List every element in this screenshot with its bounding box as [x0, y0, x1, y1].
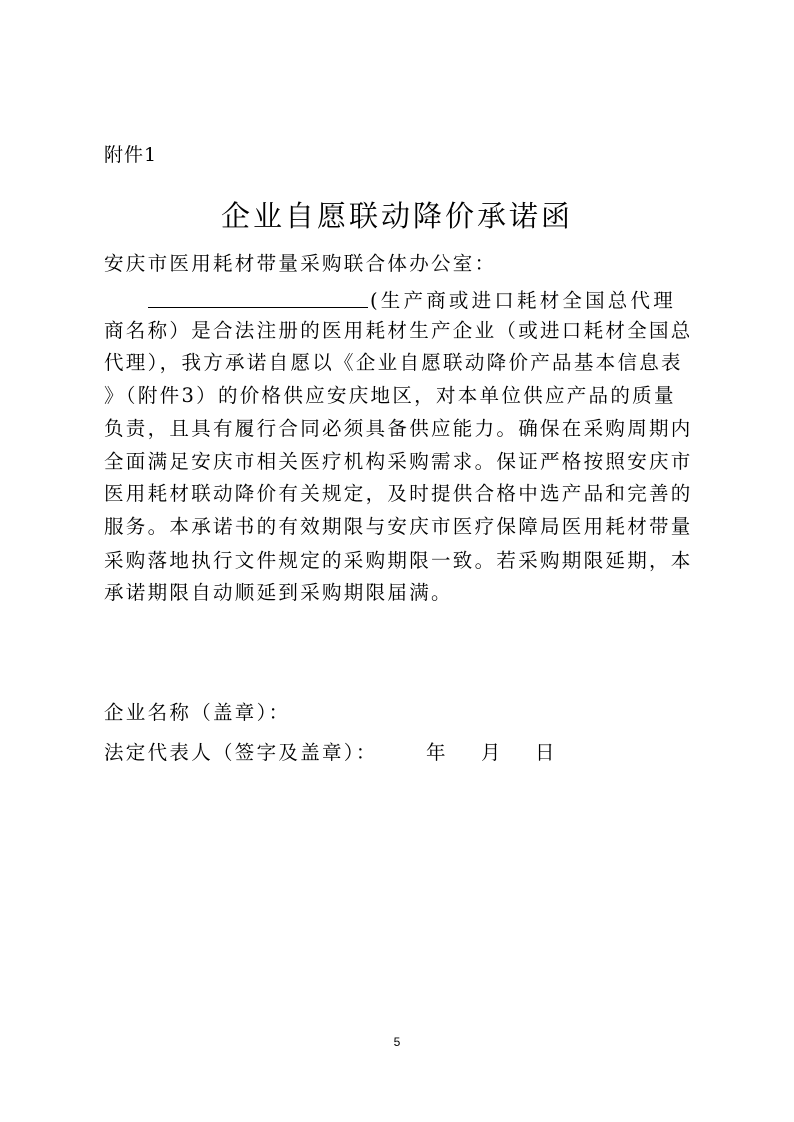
company-name-blank [148, 281, 368, 308]
legal-representative-label: 法定代表人（签字及盖章）： [104, 741, 378, 764]
body-line-5: 负责，且具有履行合同必须具备供应能力。确保在采购周期内 [104, 417, 693, 440]
date-day: 日 [535, 741, 555, 764]
body-line-8: 服务。本承诺书的有效期限与安庆市医疗保障局医用耗材带量 [104, 515, 693, 538]
body-line-9: 采购落地执行文件规定的采购期限一致。若采购期限延期，本 [104, 549, 693, 572]
body-line-10: 承诺期限自动顺延到采购期限届满。 [104, 581, 453, 604]
body-line-3: 代理），我方承诺自愿以《企业自愿联动降价产品基本信息表 [104, 351, 683, 374]
body-line-1-text: (生产商或进口耗材全国总代理 [370, 289, 676, 312]
company-name-label: 企业名称（盖章）： [104, 701, 291, 724]
body-line-4: 》（附件3）的价格供应安庆地区，对本单位供应产品的质量 [104, 384, 676, 407]
attachment-label: 附件1 [104, 144, 158, 166]
body-line-2: 商名称）是合法注册的医用耗材生产企业（或进口耗材全国总 [104, 319, 693, 342]
salutation: 安庆市医用耗材带量采购联合体办公室： [104, 252, 497, 275]
date-year: 年 [426, 741, 446, 764]
date-month: 月 [481, 741, 501, 764]
body-line-7: 医用耗材联动降价有关规定，及时提供合格中选产品和完善的 [104, 482, 693, 505]
page-number: 5 [393, 1035, 401, 1049]
body-line-6: 全面满足安庆市相关医疗机构采购需求。保证严格按照安庆市 [104, 450, 693, 473]
document-title: 企业自愿联动降价承诺函 [220, 199, 573, 233]
